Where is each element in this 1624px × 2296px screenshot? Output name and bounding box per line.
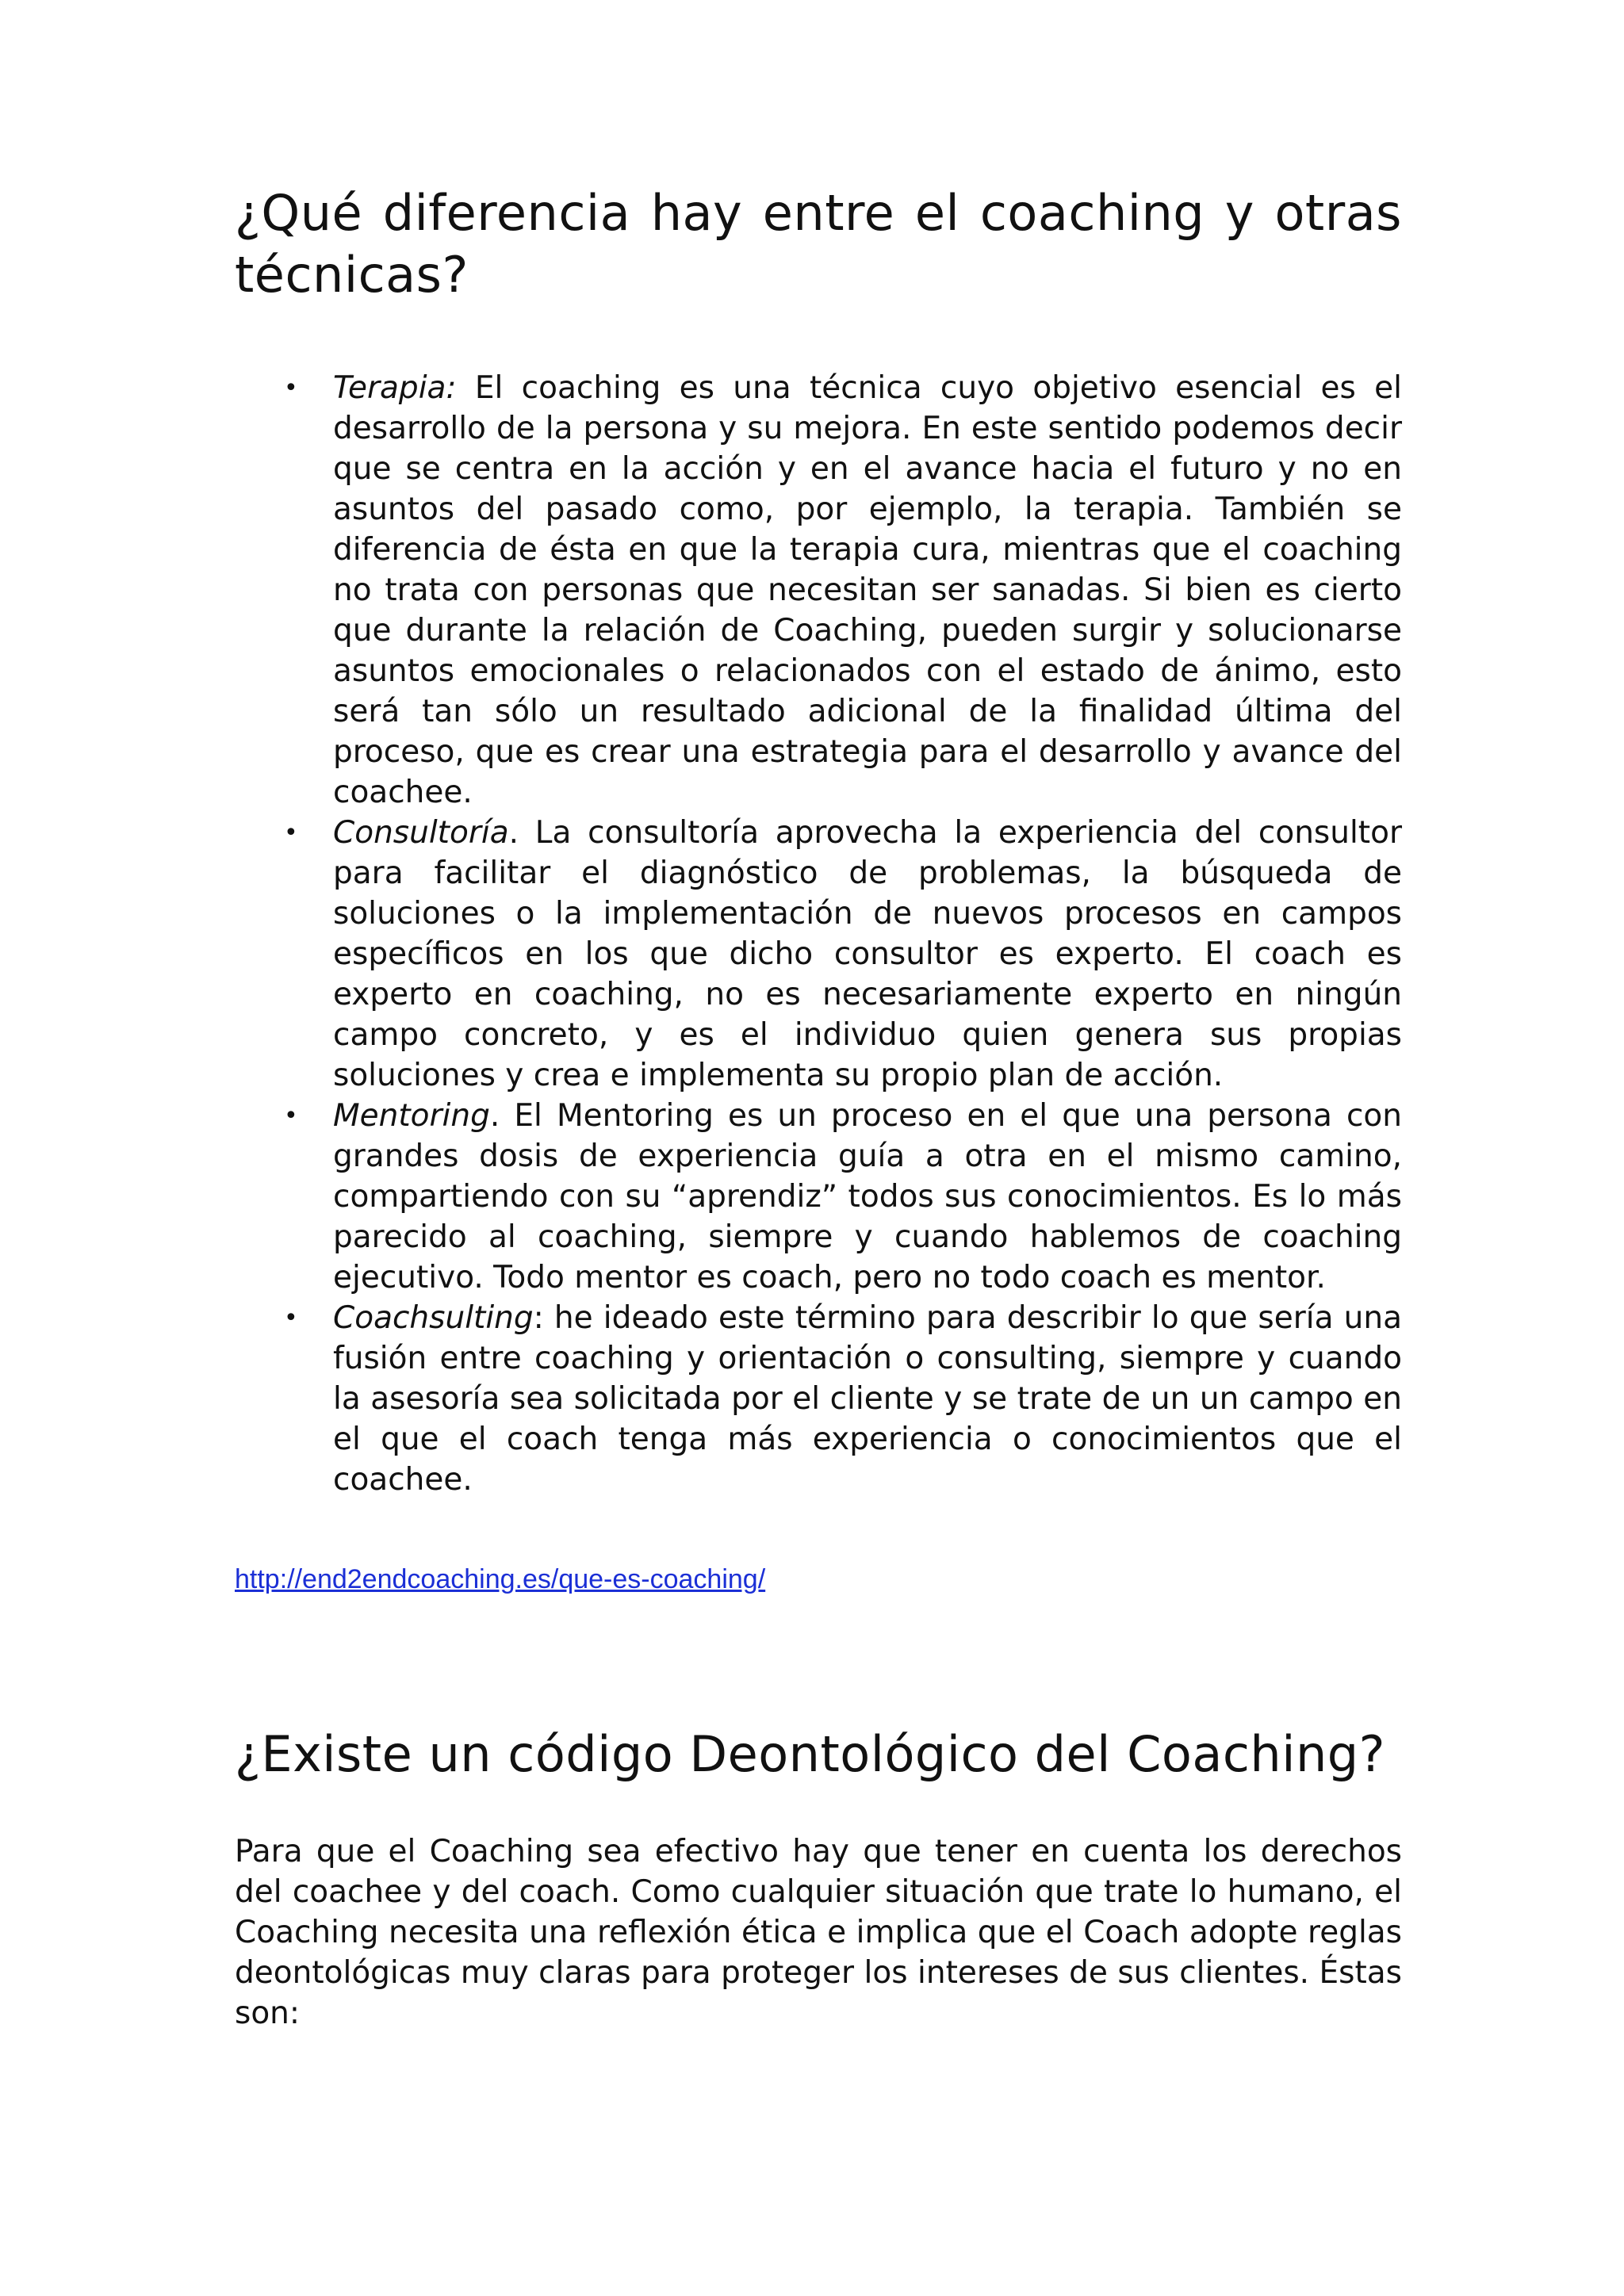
list-item-mentoring xyxy=(235,1096,1402,1298)
bullet-icon: • xyxy=(284,1304,298,1332)
section-heading-deontological-code: ¿Existe un código Deontológico del Coaching? xyxy=(235,1725,1385,1783)
term-label: Terapia: xyxy=(333,370,457,406)
source-link[interactable]: http://end2endcoaching.es/que-es-coaching/ xyxy=(235,1564,766,1594)
list-item-coachsulting xyxy=(235,1298,1402,1500)
bullet-icon: • xyxy=(284,1102,298,1130)
term-label: Consultoría xyxy=(333,815,509,851)
item-text: : he ideado este término para describir lo que sería una fusión entre coaching y orientación o consulting, siempre y cuando la asesoría sea solicitada por el cliente y se trate de un un campo en el que el coach tenga más experiencia o conocimientos que el coachee. xyxy=(333,1300,1402,1498)
term-label: Coachsulting xyxy=(333,1300,534,1336)
techniques-list xyxy=(235,368,1402,1500)
item-text: El coaching es una técnica cuyo objetivo esencial es el desarrollo de la persona y su mejora. En este sentido podemos decir que se centra en la acción y en el avance hacia el futuro y no en asuntos del pasado como, por ejemplo, la terapia. También se diferencia de ésta en que la terapia cura, mientras que el coaching no trata con personas que necesitan ser sanadas. Si bien es cierto que durante la relación de Coaching, pueden surgir y solucionarse asuntos emocionales o relacionados con el estado de ánimo, esto será tan sólo un resultado adicional de la finalidad última del proceso, que es crear una estrategia para el desarrollo y avance del coachee. xyxy=(333,370,1402,810)
bullet-icon: • xyxy=(284,374,298,402)
bullet-icon: • xyxy=(284,819,298,847)
document-page xyxy=(235,182,1402,2034)
section-heading-differences: ¿Qué diferencia hay entre el coaching y otras técnicas? xyxy=(235,184,1402,304)
item-text: . El Mentoring es un proceso en el que una persona con grandes dosis de experiencia guía a otra en el mismo camino, compartiendo con su “aprendiz” todos sus conocimientos. Es lo más parecido al coaching, siempre y cuando hablemos de coaching ejecutivo. Todo mentor es coach, pero no todo coach es mentor. xyxy=(333,1098,1402,1295)
list-item-terapia xyxy=(235,368,1402,813)
section-spacer xyxy=(235,1597,1402,1724)
list-item-consultoria xyxy=(235,813,1402,1096)
term-label: Mentoring xyxy=(333,1098,490,1134)
body-paragraph: Para que el Coaching sea efectivo hay que tener en cuenta los derechos del coachee y del coach. Como cualquier situación que trate lo humano, el Coaching necesita una reflexión ética e implica que el Coach adopte reglas deontológicas muy claras para proteger los intereses de sus clientes. Éstas son: xyxy=(235,1834,1402,2031)
item-text: . La consultoría aprovecha la experiencia del consultor para facilitar el diagnóstico de problemas, la búsqueda de soluciones o la implementación de nuevos procesos en campos específicos en los que dicho consultor es experto. El coach es experto en coaching, no es necesariamente experto en ningún campo concreto, y es el individuo quien genera sus propias soluciones y crea e implementa su propio plan de acción. xyxy=(333,815,1402,1093)
